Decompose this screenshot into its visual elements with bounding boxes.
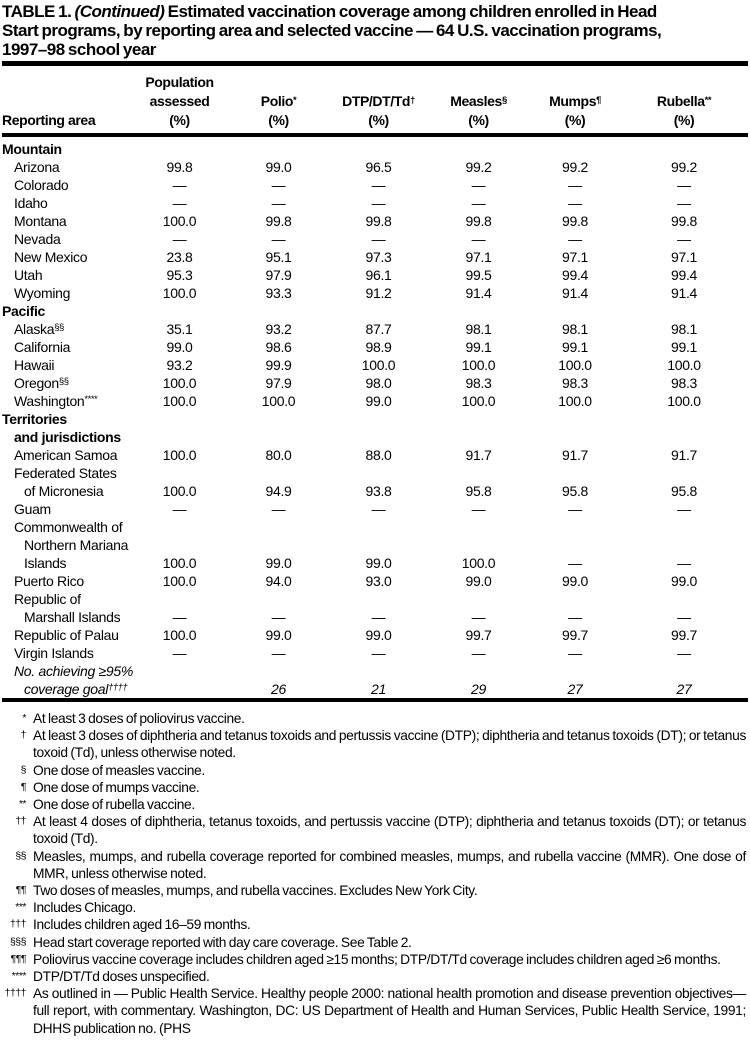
- cell-value: 100.0: [667, 357, 701, 373]
- cell-value: 97.1: [670, 249, 698, 265]
- footnote-text: Measles, mumps, and rubella coverage reported for combined measles, mumps, and rubella vaccine (MMR). One dose of MMR, unless otherwise noted.: [33, 848, 746, 881]
- cell-value: 91.7: [465, 447, 492, 463]
- cell-value: 91.4: [465, 285, 492, 301]
- row-name-line: Puerto Rico: [14, 573, 84, 589]
- column-header-unit: (%): [468, 112, 489, 128]
- cell-value: 99.4: [670, 267, 698, 283]
- cell-value: 87.7: [365, 321, 392, 337]
- cell-value: 99.1: [670, 339, 698, 355]
- cell-value: 100.0: [461, 555, 496, 571]
- cell-value: 98.1: [670, 321, 698, 337]
- cell-value: 98.9: [365, 339, 392, 355]
- cell-value: 100.0: [162, 555, 197, 571]
- table-row: [2, 356, 748, 374]
- cell-value: 100.0: [162, 447, 197, 463]
- table-row: [2, 590, 748, 626]
- row-name-line: Commonwealth of: [14, 519, 123, 535]
- table-row: [2, 320, 748, 338]
- footnote: [2, 796, 748, 813]
- cell-value: —: [568, 231, 582, 247]
- cell-value: 95.8: [561, 483, 589, 499]
- cell-value: —: [271, 195, 286, 211]
- row-name: [2, 446, 132, 464]
- table-row: [2, 626, 748, 644]
- footnotes-section: [2, 702, 748, 1037]
- footnote-text: One dose of mumps vaccine.: [33, 779, 200, 795]
- table-row: [2, 644, 748, 662]
- section-header-line: Territories: [2, 411, 67, 427]
- column-header: [227, 66, 330, 135]
- footnote-text: Poliovirus vaccine coverage includes children aged ≥15 months; DTP/DT/Td coverage includes children aged ≥6 months.: [33, 951, 721, 967]
- footnote-text: Includes Chicago.: [33, 900, 136, 916]
- row-name-line: coverage goal††††: [24, 681, 128, 697]
- footnote-marker: ****: [11, 970, 26, 983]
- cell-value: 98.3: [465, 375, 492, 391]
- cell-value: —: [471, 195, 486, 211]
- cell-value: 99.8: [561, 213, 589, 229]
- cell-value: 29: [471, 681, 486, 697]
- footnote-text: Includes children aged 16–59 months.: [33, 917, 251, 933]
- cell-value: 99.0: [265, 627, 292, 643]
- footnote: [2, 813, 748, 847]
- footnote-marker: †††: [9, 918, 26, 931]
- footnote: [2, 762, 748, 779]
- cell-value: 100.0: [261, 393, 296, 409]
- column-header: [620, 66, 748, 135]
- cell-value: —: [677, 555, 691, 571]
- table-row: [2, 500, 748, 518]
- cell-value: 99.1: [561, 339, 589, 355]
- cell-value: —: [371, 645, 386, 661]
- table-body: [2, 135, 748, 698]
- cell-value: 98.0: [365, 375, 392, 391]
- cell-value: —: [677, 195, 691, 211]
- cell-value: 99.0: [265, 555, 292, 571]
- row-name-line: Guam: [14, 501, 51, 517]
- cell-value: 100.0: [162, 375, 197, 391]
- table-row: [2, 266, 748, 284]
- column-header-unit: (%): [368, 112, 389, 128]
- cell-value: 99.0: [365, 393, 392, 409]
- section-row: [2, 410, 748, 446]
- table-row: [2, 284, 748, 302]
- section-row: [2, 302, 748, 320]
- cell-value: —: [371, 231, 386, 247]
- footnote-marker: §§: [15, 849, 26, 862]
- footnote-reference: **: [704, 95, 712, 106]
- cell-value: —: [172, 177, 187, 193]
- cell-value: 99.4: [561, 267, 589, 283]
- column-header-line: Polio*: [260, 93, 297, 109]
- row-name: [2, 464, 132, 500]
- table-title-line-1-rest: Estimated vaccination coverage among children enrolled in Head: [167, 2, 657, 21]
- footnote: [2, 779, 748, 796]
- row-name-line: Washington****: [14, 393, 98, 409]
- cell-value: 91.4: [561, 285, 589, 301]
- cell-value: —: [677, 501, 691, 517]
- row-name: [2, 356, 132, 374]
- row-name-line: Federated States: [14, 465, 117, 481]
- table-row: [2, 464, 748, 500]
- column-header: [132, 66, 227, 135]
- cell-value: 93.3: [265, 285, 292, 301]
- cell-value: —: [568, 645, 582, 661]
- table-row: [2, 518, 748, 572]
- cell-value: 97.1: [465, 249, 492, 265]
- row-name-line: Alaska§§: [14, 321, 64, 337]
- table-title-line-3: 1997–98 school year: [2, 40, 156, 59]
- footnote-marker: ***: [15, 901, 26, 914]
- cell-value: —: [471, 645, 486, 661]
- cell-value: —: [172, 231, 187, 247]
- row-name: [2, 518, 132, 572]
- row-name-line: Nevada: [14, 231, 61, 247]
- cell-value: 100.0: [162, 627, 197, 643]
- cell-value: 99.9: [265, 357, 292, 373]
- table-title-continued: (Continued): [74, 2, 165, 21]
- row-name: [2, 266, 132, 284]
- cell-value: 100.0: [162, 393, 197, 409]
- cell-value: 97.3: [365, 249, 392, 265]
- footnote: [2, 951, 748, 968]
- cell-value: 91.7: [561, 447, 589, 463]
- cell-value: 97.9: [265, 267, 292, 283]
- cell-value: 95.1: [265, 249, 292, 265]
- cell-value: 97.1: [561, 249, 589, 265]
- row-name-line: Northern Mariana: [24, 537, 129, 553]
- footnote-marker: *: [22, 712, 26, 724]
- cell-value: —: [271, 645, 286, 661]
- cell-value: 99.0: [166, 339, 193, 355]
- footnote-reference: ****: [84, 394, 98, 405]
- table-title: [2, 2, 748, 59]
- table-row: [2, 572, 748, 590]
- cell-value: —: [568, 177, 582, 193]
- cell-value: —: [677, 609, 691, 625]
- row-name: [2, 194, 132, 212]
- cell-value: 23.8: [166, 249, 193, 265]
- cell-value: 98.3: [670, 375, 698, 391]
- row-name: [2, 572, 132, 590]
- row-name: [2, 230, 132, 248]
- cell-value: 100.0: [558, 357, 592, 373]
- section-header: [2, 410, 748, 446]
- cell-value: 99.0: [365, 627, 392, 643]
- cell-value: 95.8: [670, 483, 698, 499]
- footnote: [2, 916, 748, 933]
- cell-value: —: [371, 609, 386, 625]
- footnote-text: Two doses of measles, mumps, and rubella vaccines. Excludes New York City.: [33, 883, 478, 899]
- cell-value: 93.2: [265, 321, 292, 337]
- footnote-reference: §: [501, 95, 507, 106]
- cell-value: 100.0: [461, 357, 496, 373]
- footnote-marker: †: [20, 729, 26, 742]
- row-name-line: New Mexico: [14, 249, 88, 265]
- footnote-marker: **: [18, 798, 26, 811]
- row-name-line: Idaho: [14, 195, 48, 211]
- row-name-line: Islands: [24, 555, 67, 571]
- cell-value: —: [271, 501, 286, 517]
- row-name-line: Utah: [14, 267, 43, 283]
- cell-value: 95.3: [166, 267, 193, 283]
- footnote-text: Head start coverage reported with day care coverage. See Table 2.: [33, 934, 412, 950]
- table-row: [2, 374, 748, 392]
- row-name-line: Montana: [14, 213, 67, 229]
- cell-value: 99.2: [465, 159, 492, 175]
- footnote-text: At least 3 doses of poliovirus vaccine.: [33, 711, 245, 726]
- footnote: [2, 985, 748, 1037]
- cell-value: 27: [676, 681, 692, 697]
- footnote-text: One dose of measles vaccine.: [33, 762, 205, 778]
- cell-value: —: [677, 645, 691, 661]
- footnote-text: As outlined in — Public Health Service. Healthy people 2000: national health promotion and disease prevention objectives—full report, with commentary. Washington, DC: US Department of Health and Human Services, Public Health Service, 1991; DHHS publication no. (PHS: [33, 986, 746, 1036]
- cell-value: 96.5: [365, 159, 392, 175]
- cell-value: —: [371, 501, 386, 517]
- cell-value: 93.2: [166, 357, 193, 373]
- footnote: [2, 710, 748, 727]
- cell-value: 99.0: [670, 573, 698, 589]
- vaccination-coverage-table: [2, 66, 748, 698]
- footnote-reference: §§: [54, 322, 64, 333]
- footnote-reference: §§: [58, 376, 69, 387]
- cell-value: 91.4: [670, 285, 698, 301]
- footnote-reference: *: [293, 95, 297, 106]
- cell-value: [132, 662, 227, 698]
- cell-value: 98.1: [465, 321, 492, 337]
- footnote-reference: ††††: [108, 682, 128, 693]
- row-name-line: American Samoa: [14, 447, 118, 463]
- footnote: [2, 848, 748, 882]
- cell-value: —: [371, 195, 386, 211]
- column-header-line: Mumps¶: [549, 93, 601, 109]
- cell-value: —: [568, 501, 582, 517]
- footnote-marker: ¶¶: [15, 884, 26, 897]
- column-header-line: Measles§: [450, 93, 507, 109]
- cell-value: 99.7: [561, 627, 589, 643]
- cell-value: 99.8: [670, 213, 698, 229]
- cell-value: 100.0: [558, 393, 592, 409]
- table-row: [2, 392, 748, 410]
- cell-value: 95.8: [465, 483, 492, 499]
- footnote: [2, 968, 748, 985]
- cell-value: 99.7: [465, 627, 492, 643]
- cell-value: —: [271, 609, 286, 625]
- footnote-marker: ¶: [20, 780, 26, 793]
- column-header-line: Reporting area: [2, 112, 96, 128]
- table-row: [2, 194, 748, 212]
- row-name-line: Marshall Islands: [24, 609, 121, 625]
- cell-value: 91.2: [365, 285, 392, 301]
- cell-value: —: [471, 501, 486, 517]
- row-name: [2, 590, 132, 626]
- cell-value: 100.0: [162, 483, 197, 499]
- row-name: [2, 284, 132, 302]
- section-header-line: Mountain: [2, 141, 62, 157]
- row-name-line: Hawaii: [14, 357, 55, 373]
- cell-value: 99.7: [670, 627, 698, 643]
- section-header: [2, 135, 748, 158]
- cell-value: 98.3: [561, 375, 589, 391]
- cell-value: 94.9: [265, 483, 292, 499]
- footnote: [2, 899, 748, 916]
- column-header-reporting-area: [2, 66, 132, 135]
- row-name-line: of Micronesia: [24, 483, 104, 499]
- footnote-text: At least 3 doses of diphtheria and tetanus toxoids and pertussis vaccine (DTP); diphtheria and tetanus toxoids (DT); or tetanus toxoid (Td), unless otherwise noted.: [33, 728, 746, 761]
- row-name: [2, 644, 132, 662]
- footnote: [2, 934, 748, 951]
- cell-value: 98.6: [265, 339, 292, 355]
- column-header-unit: (%): [268, 112, 289, 128]
- cell-value: 99.8: [166, 159, 193, 175]
- column-header-line: Population: [145, 74, 214, 90]
- table-title-line-2: Start programs, by reporting area and selected vaccine — 64 U.S. vaccination programs,: [2, 21, 662, 40]
- column-header-unit: (%): [169, 112, 190, 128]
- footnote-marker: ††: [15, 815, 26, 828]
- cell-value: —: [172, 501, 187, 517]
- row-name: [2, 248, 132, 266]
- cell-value: —: [568, 609, 582, 625]
- footnote-text: DTP/DT/Td doses unspecified.: [33, 969, 210, 985]
- cell-value: 26: [271, 681, 286, 697]
- table-row: [2, 158, 748, 176]
- row-name: [2, 176, 132, 194]
- footnote-reference: ¶: [596, 95, 601, 106]
- cell-value: 99.2: [670, 159, 698, 175]
- row-name-line: Wyoming: [14, 285, 71, 301]
- row-name-line: California: [14, 339, 71, 355]
- cell-value: 100.0: [361, 357, 396, 373]
- cell-value: —: [471, 177, 486, 193]
- cell-value: 99.5: [465, 267, 492, 283]
- cell-value: —: [568, 555, 582, 571]
- footnote-text: One dose of rubella vaccine.: [33, 797, 195, 813]
- column-header: [530, 66, 620, 135]
- section-header-line: and jurisdictions: [14, 429, 121, 445]
- column-header-line: DTP/DT/Td†: [342, 93, 415, 109]
- cell-value: 99.0: [365, 555, 392, 571]
- table-row: [2, 446, 748, 464]
- row-name-line: Republic of Palau: [14, 627, 119, 643]
- cell-value: —: [371, 177, 386, 193]
- cell-value: 99.8: [265, 213, 292, 229]
- section-header-line: Pacific: [2, 303, 46, 319]
- column-header-unit: (%): [564, 112, 586, 128]
- row-name: [2, 662, 132, 698]
- row-name: [2, 374, 132, 392]
- cell-value: —: [677, 231, 691, 247]
- cell-value: —: [271, 177, 286, 193]
- row-name: [2, 626, 132, 644]
- section-row: [2, 135, 748, 158]
- row-name: [2, 392, 132, 410]
- cell-value: 91.7: [670, 447, 698, 463]
- cell-value: 99.8: [465, 213, 492, 229]
- footnote-reference: †: [410, 95, 415, 106]
- table-row: [2, 338, 748, 356]
- row-name: [2, 158, 132, 176]
- cell-value: —: [172, 609, 187, 625]
- cell-value: 97.9: [265, 375, 292, 391]
- cell-value: —: [568, 195, 582, 211]
- footnote-marker: §§§: [9, 935, 26, 948]
- cell-value: 99.0: [465, 573, 492, 589]
- table-title-line-1: [2, 2, 748, 21]
- cell-value: —: [172, 195, 187, 211]
- cell-value: 98.1: [561, 321, 589, 337]
- cell-value: 27: [567, 681, 583, 697]
- cell-value: —: [271, 231, 286, 247]
- footnote-marker: §: [20, 763, 26, 776]
- footnote-marker: ††††: [4, 987, 26, 1000]
- cell-value: 21: [371, 681, 386, 697]
- cell-value: 94.0: [265, 573, 292, 589]
- cell-value: 96.1: [365, 267, 392, 283]
- table-row: [2, 230, 748, 248]
- footnote: [2, 727, 748, 761]
- cell-value: 100.0: [162, 573, 197, 589]
- cell-value: 80.0: [265, 447, 292, 463]
- section-header: [2, 302, 748, 320]
- table-row: [2, 248, 748, 266]
- cell-value: 100.0: [162, 285, 197, 301]
- cell-value: 93.0: [365, 573, 392, 589]
- row-name-line: Virgin Islands: [14, 645, 94, 661]
- cell-value: 100.0: [162, 213, 197, 229]
- cell-value: 100.0: [461, 393, 496, 409]
- table-row: [2, 212, 748, 230]
- cell-value: —: [471, 231, 486, 247]
- cell-value: 99.0: [265, 159, 292, 175]
- header-row: [2, 66, 748, 135]
- footnote: [2, 882, 748, 899]
- cell-value: 100.0: [667, 393, 701, 409]
- table-row: [2, 662, 748, 698]
- row-name-line: Oregon§§: [14, 375, 69, 391]
- footnote-text: At least 4 doses of diphtheria, tetanus toxoids, and pertussis vaccine (DTP); diphtheria and tetanus toxoids (DT); or tetanus toxoid (Td).: [33, 814, 746, 847]
- row-name-line: Colorado: [14, 177, 69, 193]
- row-name-line: Republic of: [14, 591, 81, 607]
- row-name-line: Arizona: [14, 159, 60, 175]
- row-name: [2, 212, 132, 230]
- row-name-line: No. achieving ≥95%: [14, 663, 134, 679]
- column-header: [330, 66, 427, 135]
- table-row: [2, 176, 748, 194]
- cell-value: 99.8: [365, 213, 392, 229]
- row-name: [2, 500, 132, 518]
- cell-value: 99.0: [561, 573, 589, 589]
- cell-value: 99.1: [465, 339, 492, 355]
- column-header-line: assessed: [149, 93, 210, 109]
- cell-value: 99.2: [561, 159, 589, 175]
- cell-value: —: [677, 177, 691, 193]
- cell-value: 88.0: [365, 447, 392, 463]
- footnote-marker: ¶¶¶: [10, 952, 26, 965]
- cell-value: —: [172, 645, 187, 661]
- column-header-line: Rubella**: [656, 93, 712, 109]
- cell-value: 93.8: [365, 483, 392, 499]
- row-name: [2, 320, 132, 338]
- row-name: [2, 338, 132, 356]
- column-header-unit: (%): [673, 112, 695, 128]
- column-header: [427, 66, 530, 135]
- cell-value: —: [471, 609, 486, 625]
- table-title-prefix: TABLE 1.: [2, 2, 72, 21]
- cell-value: 35.1: [166, 321, 193, 337]
- table-header: [2, 66, 748, 135]
